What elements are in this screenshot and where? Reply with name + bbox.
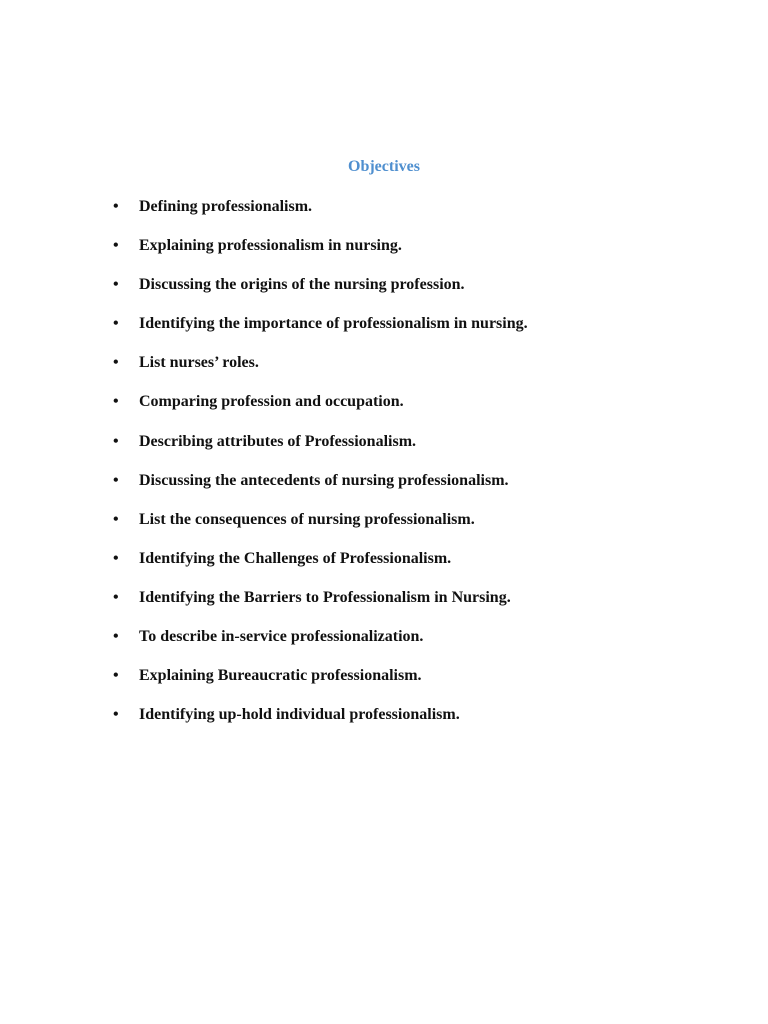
bullet-icon: •: [113, 510, 119, 528]
bullet-icon: •: [113, 667, 119, 685]
bullet-icon: •: [113, 354, 119, 372]
objective-text: Explaining professionalism in nursing.: [139, 237, 402, 255]
objective-item-4: [113, 313, 733, 352]
bullet-icon: •: [113, 549, 119, 567]
objective-text: Identifying the importance of professionalism in nursing.: [139, 315, 528, 333]
bullet-icon: •: [113, 276, 119, 294]
objective-text: Explaining Bureaucratic professionalism.: [139, 667, 422, 685]
objective-item-14: [113, 704, 733, 743]
objective-text: Discussing the origins of the nursing profession.: [139, 276, 465, 294]
objective-text: Comparing profession and occupation.: [139, 393, 404, 411]
bullet-icon: •: [113, 237, 119, 255]
bullet-icon: •: [113, 628, 119, 646]
bullet-icon: •: [113, 315, 119, 333]
bullet-icon: •: [113, 706, 119, 724]
bullet-icon: •: [113, 432, 119, 450]
objective-item-3: [113, 274, 733, 313]
objective-item-2: [113, 235, 733, 274]
objective-item-9: [113, 509, 733, 548]
objective-item-13: [113, 665, 733, 704]
objectives-list: [113, 196, 733, 743]
objective-text: Identifying the Challenges of Professionalism.: [139, 549, 452, 567]
bullet-icon: •: [113, 393, 119, 411]
objective-text: Identifying up-hold individual professionalism.: [139, 706, 460, 724]
objective-item-6: [113, 391, 733, 430]
objective-text: Defining professionalism.: [139, 198, 313, 215]
objective-text: List the consequences of nursing professionalism.: [139, 510, 475, 528]
objective-item-11: [113, 587, 733, 626]
objective-text: List nurses’ roles.: [139, 354, 259, 372]
objective-item-7: [113, 431, 733, 470]
objective-item-5: [113, 352, 733, 391]
objective-text: Identifying the Barriers to Professionalism in Nursing.: [139, 588, 511, 606]
objective-item-10: [113, 548, 733, 587]
page-title: Objectives: [348, 158, 420, 175]
bullet-icon: •: [113, 471, 119, 489]
bullet-icon: •: [113, 588, 119, 606]
objective-text: To describe in-service professionalization.: [139, 628, 424, 646]
bullet-icon: •: [113, 198, 119, 215]
objective-text: Discussing the antecedents of nursing professionalism.: [139, 471, 509, 489]
objective-item-8: [113, 470, 733, 509]
objective-text: Describing attributes of Professionalism.: [139, 432, 417, 450]
objective-item-12: [113, 626, 733, 665]
objective-item-1: [113, 196, 733, 235]
